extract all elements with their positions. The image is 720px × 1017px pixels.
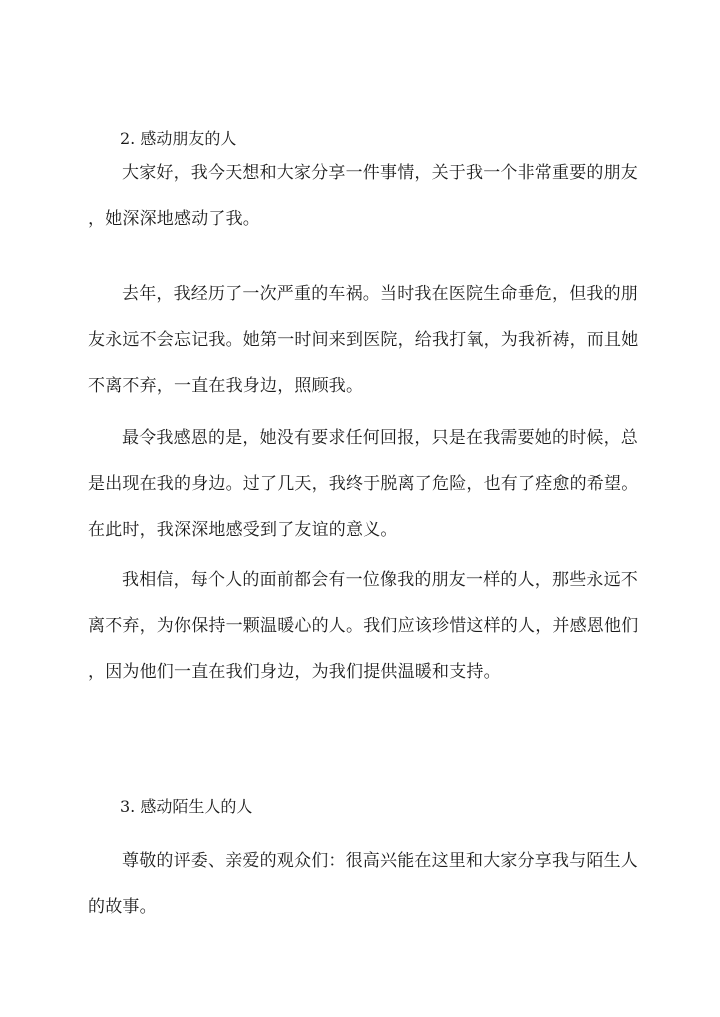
section-heading-3: 3. 感动陌生人的人 (120, 797, 253, 816)
paragraph-1 (88, 150, 636, 242)
paragraph-2 (88, 271, 639, 409)
paragraph-3 (88, 415, 639, 553)
paragraph-line: 大家好，我今天想和大家分享一件事情，关于我一个非常重要的朋友 (122, 163, 638, 183)
paragraph-line: ，因为他们一直在我们身边，为我们提供温暖和支持。 (88, 662, 501, 682)
paragraph-line: 去年，我经历了一次严重的车祸。当时我在医院生命垂危，但我的朋 (122, 284, 638, 304)
section-heading-2: 2. 感动朋友的人 (120, 129, 237, 148)
paragraph-line: 在此时，我深深地感受到了友谊的意义。 (88, 520, 398, 540)
paragraph-line: 尊敬的评委、亲爱的观众们：很高兴能在这里和大家分享我与陌生人 (122, 851, 638, 871)
paragraph-line: 离不弃，为你保持一颗温暖心的人。我们应该珍惜这样的人，并感恩他们 (88, 616, 639, 636)
paragraph-4 (88, 557, 639, 695)
paragraph-5 (88, 838, 636, 930)
paragraph-line: 的故事。 (88, 897, 157, 917)
paragraph-line: 我相信，每个人的面前都会有一位像我的朋友一样的人，那些永远不 (122, 570, 638, 590)
paragraph-line: 最令我感恩的是，她没有要求任何回报，只是在我需要她的时候，总 (122, 428, 638, 448)
paragraph-line: ，她深深地感动了我。 (88, 209, 260, 229)
paragraph-line: 不离不弃，一直在我身边，照顾我。 (88, 376, 364, 396)
paragraph-line: 是出现在我的身边。过了几天，我终于脱离了危险，也有了痊愈的希望。 (88, 474, 639, 494)
paragraph-line: 友永远不会忘记我。她第一时间来到医院，给我打氧，为我祈祷，而且她 (88, 330, 639, 350)
